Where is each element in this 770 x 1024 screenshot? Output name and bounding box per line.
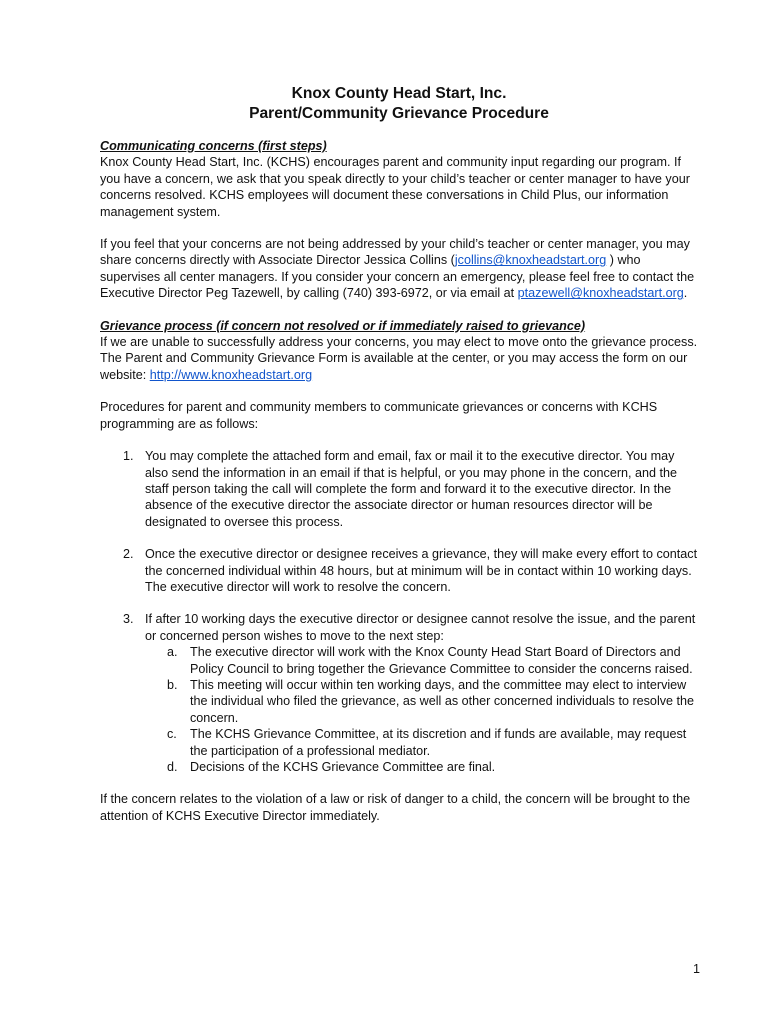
substep-letter: b. <box>167 677 178 692</box>
section2-para1-text: If we are unable to successfully address your concerns, you may elect to move onto the grievance process. The Parent and Community Grievance Form is available at the center, or you may access the form on our website: <box>100 335 698 382</box>
closing-paragraph: If the concern relates to the violation of a law or risk of danger to a child, the concern will be brought to the attention of KCHS Executive Director immediately. <box>100 792 691 823</box>
list-spacer <box>100 530 698 546</box>
substep-text: This meeting will occur within ten working days, and the committee may elect to interview the individual who filed the grievance, as well as other concerned individuals to resolve the concern. <box>190 677 695 725</box>
para2-text-before: If you feel that your concerns are not being addressed by your child’s teacher or center manager, you may share concerns directly with Associate Director Jessica Collins ( <box>100 237 690 268</box>
email-link-jcollins[interactable]: jcollins@knoxheadstart.org <box>454 253 607 268</box>
substep-c <box>145 726 698 759</box>
substep-text: The executive director will work with the Knox County Head Start Board of Directors and Policy Council to bring together the Grievance Committee to consider the concerns raised. <box>190 645 693 676</box>
para2-text-end: . <box>683 286 688 301</box>
procedure-step-2 <box>100 546 698 595</box>
substep-letter: c. <box>167 727 177 742</box>
step-number: 1. <box>123 449 134 464</box>
substep-letter: d. <box>167 760 178 774</box>
section1-paragraph2 <box>100 236 698 302</box>
document-title-line1: Knox County Head Start, Inc. <box>291 85 507 102</box>
procedure-steps-list <box>100 448 698 775</box>
document-page <box>100 84 698 824</box>
section2-paragraph2: Procedures for parent and community members to communicate grievances or concerns with KCHS programming are as follows: <box>100 400 658 431</box>
substeps-list <box>145 644 698 775</box>
substep-d <box>145 759 698 775</box>
website-link[interactable]: http://www.knoxheadstart.org <box>149 367 313 382</box>
substep-b <box>145 677 698 726</box>
step-number: 3. <box>123 612 134 627</box>
section1-paragraph1: Knox County Head Start, Inc. (KCHS) encourages parent and community input regarding our program. If you have a concern, we ask that you speak directly to your child’s teacher or center manager to have your concerns resolved. KCHS employees will document these conversations in Child Plus, our information management system. <box>100 155 690 219</box>
substep-letter: a. <box>167 645 178 660</box>
section2-paragraph1 <box>100 334 698 383</box>
substep-a <box>145 644 698 677</box>
step-text: Once the executive director or designee receives a grievance, they will make every effort to contact the concerned individual within 48 hours, but at minimum will be in contact within 10 working days. The executive director will work to resolve the concern. <box>145 547 698 594</box>
page-number: 1 <box>692 962 700 976</box>
section-heading-grievance: Grievance process (if concern not resolved or if immediately raised to grievance) <box>100 318 586 333</box>
section-heading-communicating: Communicating concerns (first steps) <box>100 139 327 153</box>
email-link-ptazewell[interactable]: ptazewell@knoxheadstart.org <box>517 286 684 301</box>
para2-text-middle: ) who supervises all center managers. If you consider your concern an emergency, please feel free to contact the Executive Director Peg Tazewell, by calling (740) 393-6972, or via email at <box>100 253 695 301</box>
substep-text: Decisions of the KCHS Grievance Committee are final. <box>190 760 496 774</box>
step-text: If after 10 working days the executive director or designee cannot resolve the issue, and the parent or concerned person wishes to move to the next step: <box>145 612 696 643</box>
step-text: You may complete the attached form and email, fax or mail it to the executive director. You may also send the information in an email if that is helpful, or you may phone in the concern, and the staff person taking the call will complete the form and forward it to the executive director. In the absence of the executive director the associate director or human resources director will be designated to oversee this process. <box>145 449 678 529</box>
procedure-step-1 <box>100 448 698 530</box>
procedure-step-3 <box>100 611 698 775</box>
list-spacer <box>100 595 698 611</box>
step-number: 2. <box>123 547 134 562</box>
document-title-line2: Parent/Community Grievance Procedure <box>249 105 549 122</box>
substep-text: The KCHS Grievance Committee, at its discretion and if funds are available, may request the participation of a professional mediator. <box>190 727 687 758</box>
